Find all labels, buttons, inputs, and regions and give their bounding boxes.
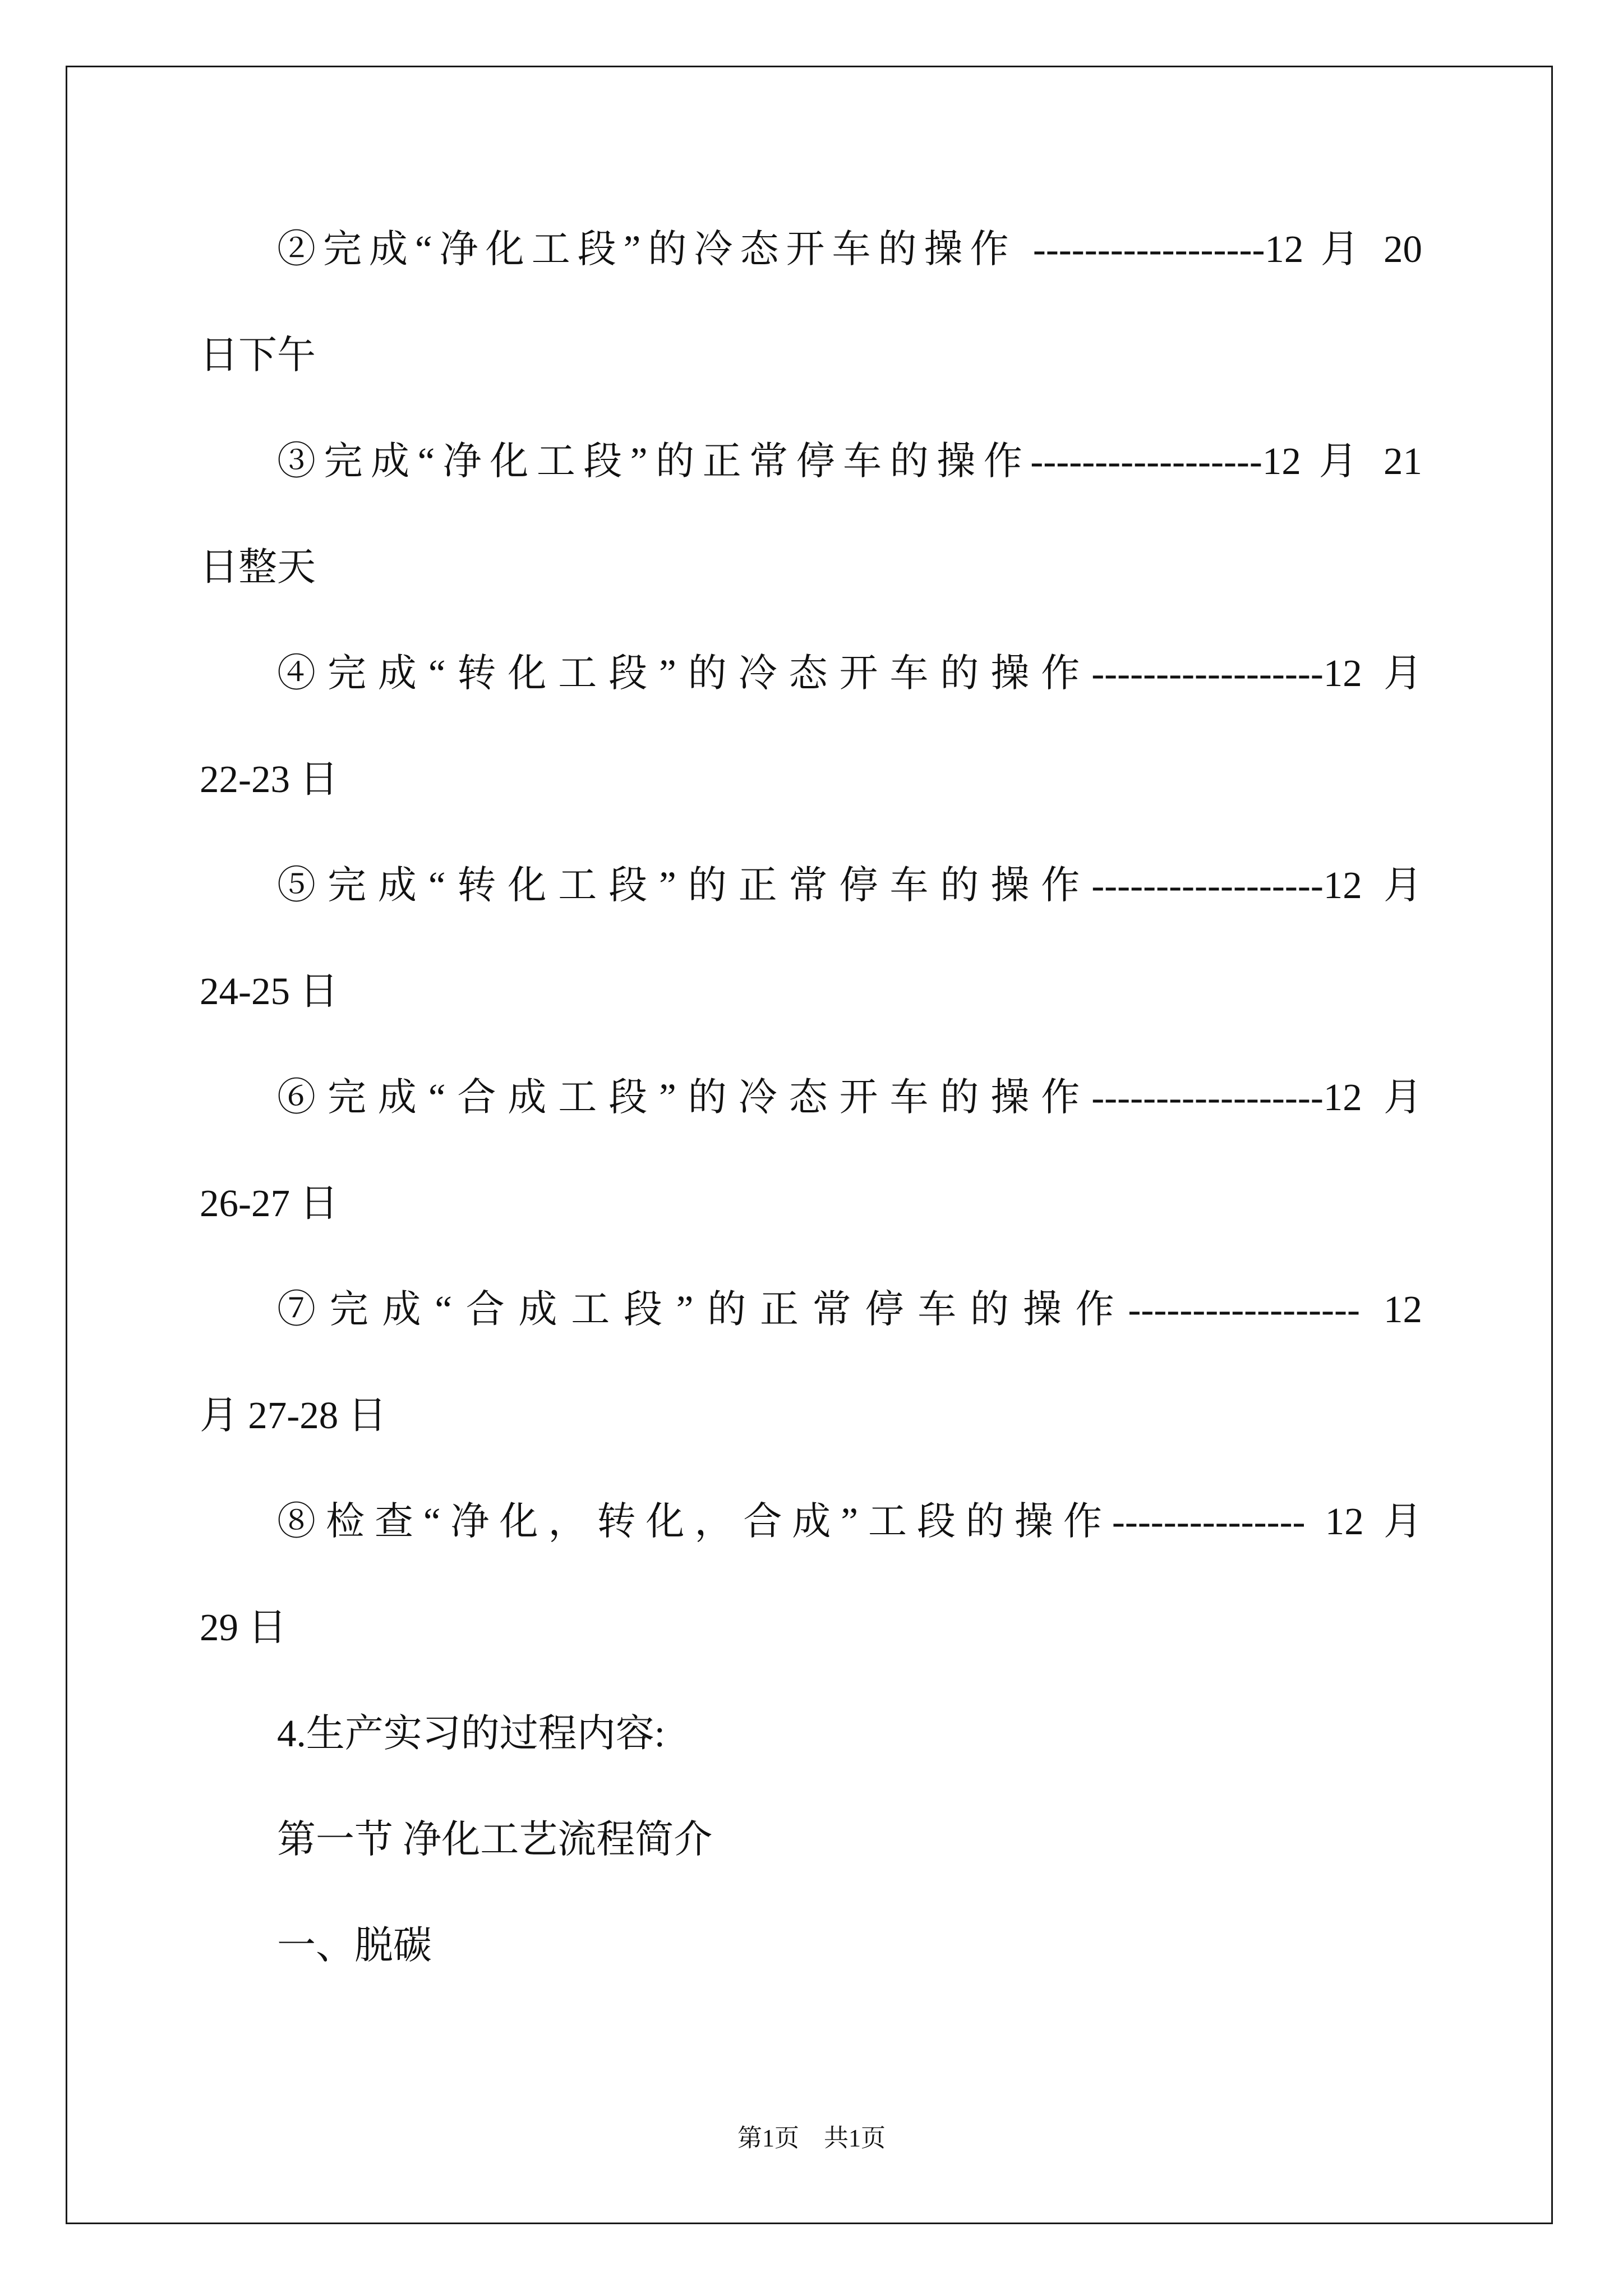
text-line: 月 27-28 日 [200,1394,387,1437]
text-line: ⑥完成“合成工段”的冷态开车的操作------------------12 月 [277,1076,1422,1119]
schedule-item [200,1469,1422,1681]
text-line: 日整天 [200,546,316,588]
schedule-item [200,196,1422,408]
text-line: 第一节 净化工艺流程简介 [277,1818,713,1861]
paragraph [200,1681,1422,1787]
footer-page-number: 第1页 [737,2124,799,2152]
text-line: 24-25 日 [200,970,339,1013]
text-line: 26-27 日 [200,1182,339,1225]
schedule-item [200,832,1422,1045]
schedule-item [200,1045,1422,1257]
subsection-heading [200,1893,1422,1999]
text-line: 29 日 [200,1606,287,1649]
schedule-item [200,408,1422,620]
text-line: 22-23 日 [200,758,339,800]
document-body [200,196,1422,1999]
schedule-item [200,620,1422,832]
text-line: ⑦完成“合成工段”的正常停车的操作------------------ 12 [277,1288,1422,1331]
text-line: 一、脱碳 [277,1924,432,1967]
text-line: 4.生产实习的过程内容: [277,1712,665,1755]
section-heading [200,1787,1422,1893]
text-line: ⑤完成“转化工段”的正常停车的操作------------------12 月 [277,864,1422,907]
text-line: ③完成“净化工段”的正常停车的操作------------------12 月 21 [277,440,1422,482]
page-footer [0,2122,1623,2155]
text-line: 日下午 [200,334,316,376]
text-line: ⑧检查“净化，转化，合成”工段的操作--------------- 12 月 [277,1500,1422,1543]
footer-page-total: 共1页 [824,2124,886,2152]
schedule-item [200,1257,1422,1469]
text-line: ④完成“转化工段”的冷态开车的操作------------------12 月 [277,652,1422,694]
text-line: ②完成“净化工段”的冷态开车的操作 ------------------12 月 20 [277,228,1422,270]
